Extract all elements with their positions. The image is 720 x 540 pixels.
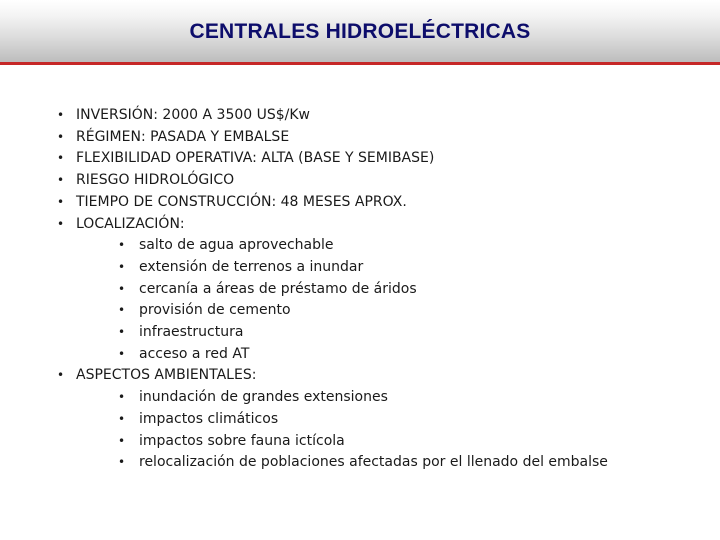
sub-bullet-item xyxy=(0,452,720,474)
slide-title: CENTRALES HIDROELÉCTRICAS xyxy=(189,20,531,43)
sub-bullet-item xyxy=(0,387,720,409)
sub-bullet-text: impactos sobre fauna ictícola xyxy=(139,432,345,449)
bullet-icon: • xyxy=(118,455,126,470)
sub-bullet-item xyxy=(0,300,720,322)
slide-body xyxy=(0,105,720,474)
sub-bullet-text: cercanía a áreas de préstamo de áridos xyxy=(139,280,417,297)
bullet-icon: • xyxy=(118,411,126,426)
bullet-text: FLEXIBILIDAD OPERATIVA: ALTA (BASE Y SEMIBASE) xyxy=(76,150,435,167)
bullet-icon: • xyxy=(118,281,126,296)
sub-bullet-text: acceso a red AT xyxy=(139,345,250,362)
bullet-icon: • xyxy=(118,346,126,361)
bullet-text: RIESGO HIDROLÓGICO xyxy=(76,172,235,189)
bullet-icon: • xyxy=(57,368,65,383)
sub-bullet-text: extensión de terrenos a inundar xyxy=(139,258,364,275)
sub-bullet-item xyxy=(0,279,720,301)
bullet-text: TIEMPO DE CONSTRUCCIÓN: 48 MESES APROX. xyxy=(76,193,407,210)
bullet-text: ASPECTOS AMBIENTALES: xyxy=(76,367,257,384)
bullet-icon: • xyxy=(118,259,126,274)
sub-bullet-item xyxy=(0,322,720,344)
accent-divider xyxy=(0,62,720,65)
bullet-icon: • xyxy=(57,108,65,122)
bullet-item xyxy=(0,105,720,127)
bullet-icon: • xyxy=(57,173,65,188)
sub-bullet-text: infraestructura xyxy=(139,324,244,341)
sub-bullet-text: provisión de cemento xyxy=(139,302,291,319)
sub-bullet-item xyxy=(0,431,720,453)
bullet-icon: • xyxy=(57,151,65,166)
sub-bullet-text: inundación de grandes extensiones xyxy=(139,389,388,406)
bullet-icon: • xyxy=(57,129,65,144)
bullet-item xyxy=(0,148,720,170)
bullet-icon: • xyxy=(118,325,126,340)
sub-bullet-item xyxy=(0,235,720,257)
sub-bullet-text: impactos climáticos xyxy=(139,410,279,427)
bullet-item xyxy=(0,192,720,214)
bullet-text: RÉGIMEN: PASADA Y EMBALSE xyxy=(76,128,290,145)
sub-bullet-text: salto de agua aprovechable xyxy=(139,237,334,254)
sub-bullet-item xyxy=(0,409,720,431)
bullet-item xyxy=(0,365,720,387)
bullet-icon: • xyxy=(118,238,126,253)
bullet-text: LOCALIZACIÓN: xyxy=(76,215,185,232)
bullet-icon: • xyxy=(57,194,65,209)
bullet-item xyxy=(0,170,720,192)
bullet-icon: • xyxy=(118,390,126,405)
sub-bullet-item xyxy=(0,344,720,366)
bullet-item xyxy=(0,214,720,236)
bullet-icon: • xyxy=(57,216,65,231)
bullet-icon: • xyxy=(118,303,126,318)
sub-bullet-text: relocalización de poblaciones afectadas por el llenado del embalse xyxy=(139,454,608,471)
bullet-text: INVERSIÓN: 2000 A 3500 US$/Kw xyxy=(76,107,311,123)
sub-bullet-item xyxy=(0,257,720,279)
bullet-icon: • xyxy=(118,433,126,448)
bullet-item xyxy=(0,127,720,149)
